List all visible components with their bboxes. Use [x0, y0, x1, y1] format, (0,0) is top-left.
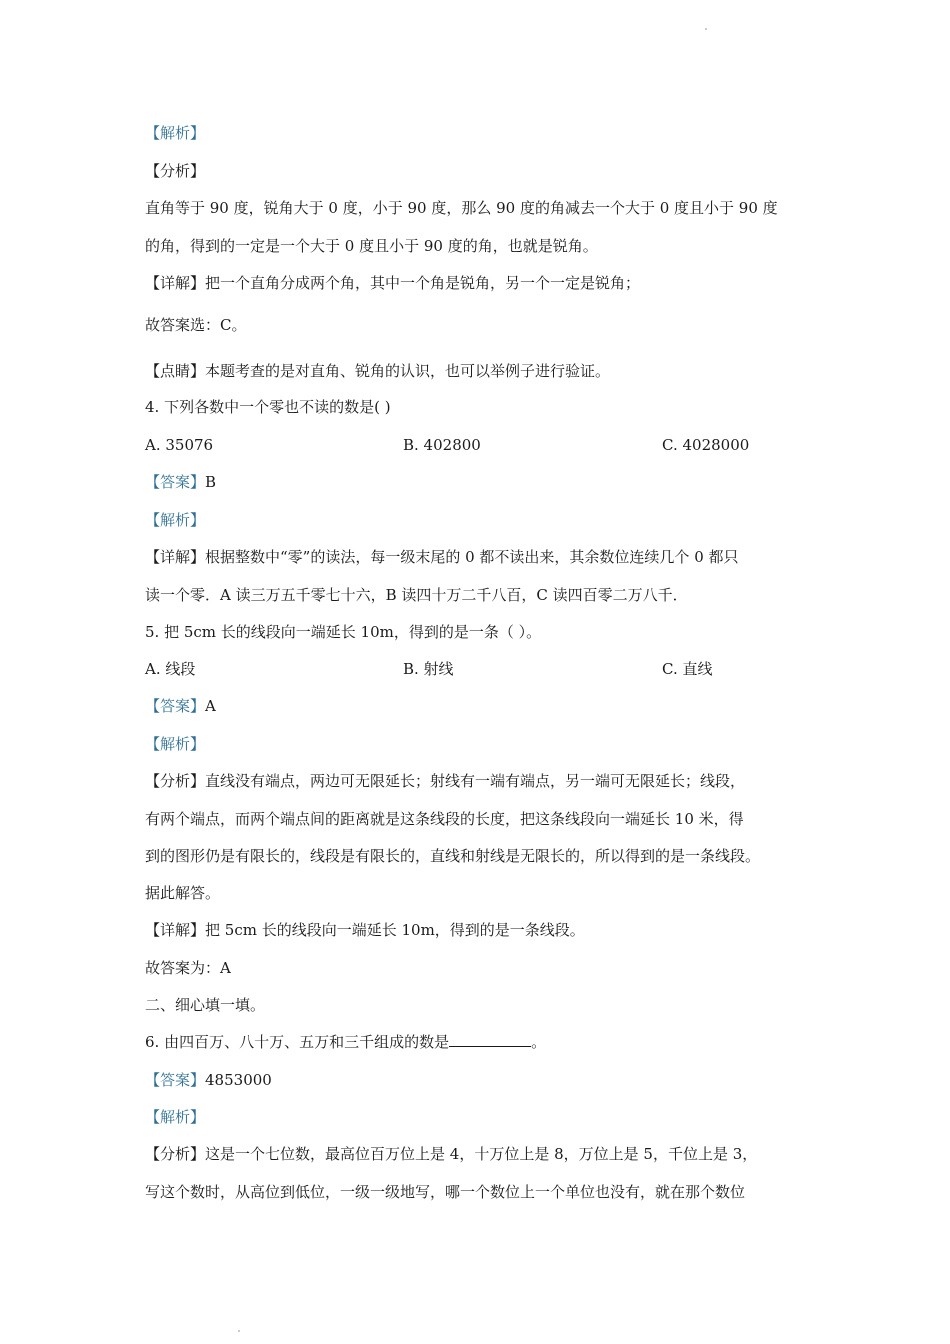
- section-title: 二、细心填一填。: [145, 996, 266, 1014]
- heading-jiexi: 【解析】: [145, 124, 206, 142]
- q5-answer-value: A: [205, 697, 216, 715]
- q6-fenxi-text1: 这是一个七位数，最高位百万位上是 4，十万位上是 8，万位上是 5，千位上是 3，: [205, 1145, 758, 1163]
- xiangjie-row: [145, 272, 825, 294]
- q5-fenxi-tag: 【分析】: [145, 772, 206, 790]
- q5-answer-tag: 【答案】: [145, 697, 206, 715]
- q5-answer-row: [145, 695, 825, 717]
- heading-fenxi: 【分析】: [145, 162, 206, 180]
- q5-answer-text: 故答案为：A: [145, 959, 231, 977]
- xiangjie-tag: 【详解】: [145, 274, 206, 292]
- q5-option-a: A. 线段: [145, 660, 196, 678]
- q4-option-c: C. 4028000: [662, 436, 750, 454]
- q6-answer-value: 4853000: [205, 1071, 272, 1089]
- q4-xiangjie-row: [145, 546, 825, 568]
- q4-xiangjie-tag: 【详解】: [145, 548, 206, 566]
- q6-stem-end: 。: [531, 1033, 547, 1051]
- q5-fenxi-row: [145, 770, 825, 792]
- q6-answer-tag: 【答案】: [145, 1071, 206, 1089]
- q4-stem: 4. 下列各数中一个零也不读的数是( ): [145, 398, 391, 416]
- q5-stem: 5. 把 5cm 长的线段向一端延长 10m，得到的是一条（ ）。: [145, 623, 542, 641]
- q6-fenxi-row: [145, 1143, 825, 1165]
- q5-jiexi: 【解析】: [145, 735, 206, 753]
- dianjing-text: 本题考查的是对直角、锐角的认识，也可以举例子进行验证。: [205, 362, 611, 380]
- q5-xiangjie-row: [145, 919, 825, 941]
- q6-blank: [449, 1032, 531, 1047]
- q6-stem-row: [145, 1031, 825, 1053]
- q5-fenxi-text2: 有两个端点，而两个端点间的距离就是这条线段的长度，把这条线段向一端延长 10 米，得: [145, 810, 744, 828]
- q4-xiangjie-text1: 根据整数中“零”的读法，每一级末尾的 0 都不读出来，其余数位连续几个 0 都只: [205, 548, 739, 566]
- fenxi-text-line2: 的角，得到的一定是一个大于 0 度且小于 90 度的角，也就是锐角。: [145, 237, 598, 255]
- q5-xiangjie-text: 把 5cm 长的线段向一端延长 10m，得到的是一条线段。: [205, 921, 585, 939]
- dianjing-tag: 【点睛】: [145, 362, 206, 380]
- dianjing-row: [145, 360, 825, 382]
- fenxi-text-line1: 直角等于 90 度，锐角大于 0 度，小于 90 度，那么 90 度的角减去一个大于 0 度且小于 90 度: [145, 199, 778, 217]
- q4-answer-tag: 【答案】: [145, 473, 206, 491]
- corner-dot: [705, 28, 707, 30]
- q4-answer-value: B: [205, 473, 217, 491]
- q4-answer-row: [145, 471, 825, 493]
- xiangjie-text: 把一个直角分成两个角，其中一个角是锐角，另一个一定是锐角；: [205, 274, 641, 292]
- q4-option-a: A. 35076: [145, 436, 214, 454]
- q5-option-b: B. 射线: [403, 660, 454, 678]
- q5-fenxi-text4: 据此解答。: [145, 884, 221, 902]
- answer-text: 故答案选：C。: [145, 316, 247, 334]
- q4-jiexi: 【解析】: [145, 511, 206, 529]
- q6-jiexi: 【解析】: [145, 1108, 206, 1126]
- q4-xiangjie-text2: 读一个零．A 读三万五千零七十六，B 读四十万二千八百，C 读四百零二万八千．: [145, 586, 688, 604]
- q6-fenxi-tag: 【分析】: [145, 1145, 206, 1163]
- q5-fenxi-text1: 直线没有端点，两边可无限延长；射线有一端有端点，另一端可无限延长；线段，: [205, 772, 746, 790]
- q6-answer-row: [145, 1069, 825, 1091]
- q6-stem-text: 6. 由四百万、八十万、五万和三千组成的数是: [145, 1033, 450, 1051]
- q5-fenxi-text3: 到的图形仍是有限长的，线段是有限长的，直线和射线是无限长的，所以得到的是一条线段。: [145, 847, 761, 865]
- footer-dot: [238, 1330, 240, 1332]
- q5-option-c: C. 直线: [662, 660, 713, 678]
- q4-option-b: B. 402800: [403, 436, 481, 454]
- q6-fenxi-text2: 写这个数时，从高位到低位，一级一级地写，哪一个数位上一个单位也没有，就在那个数位: [145, 1183, 746, 1201]
- q5-xiangjie-tag: 【详解】: [145, 921, 206, 939]
